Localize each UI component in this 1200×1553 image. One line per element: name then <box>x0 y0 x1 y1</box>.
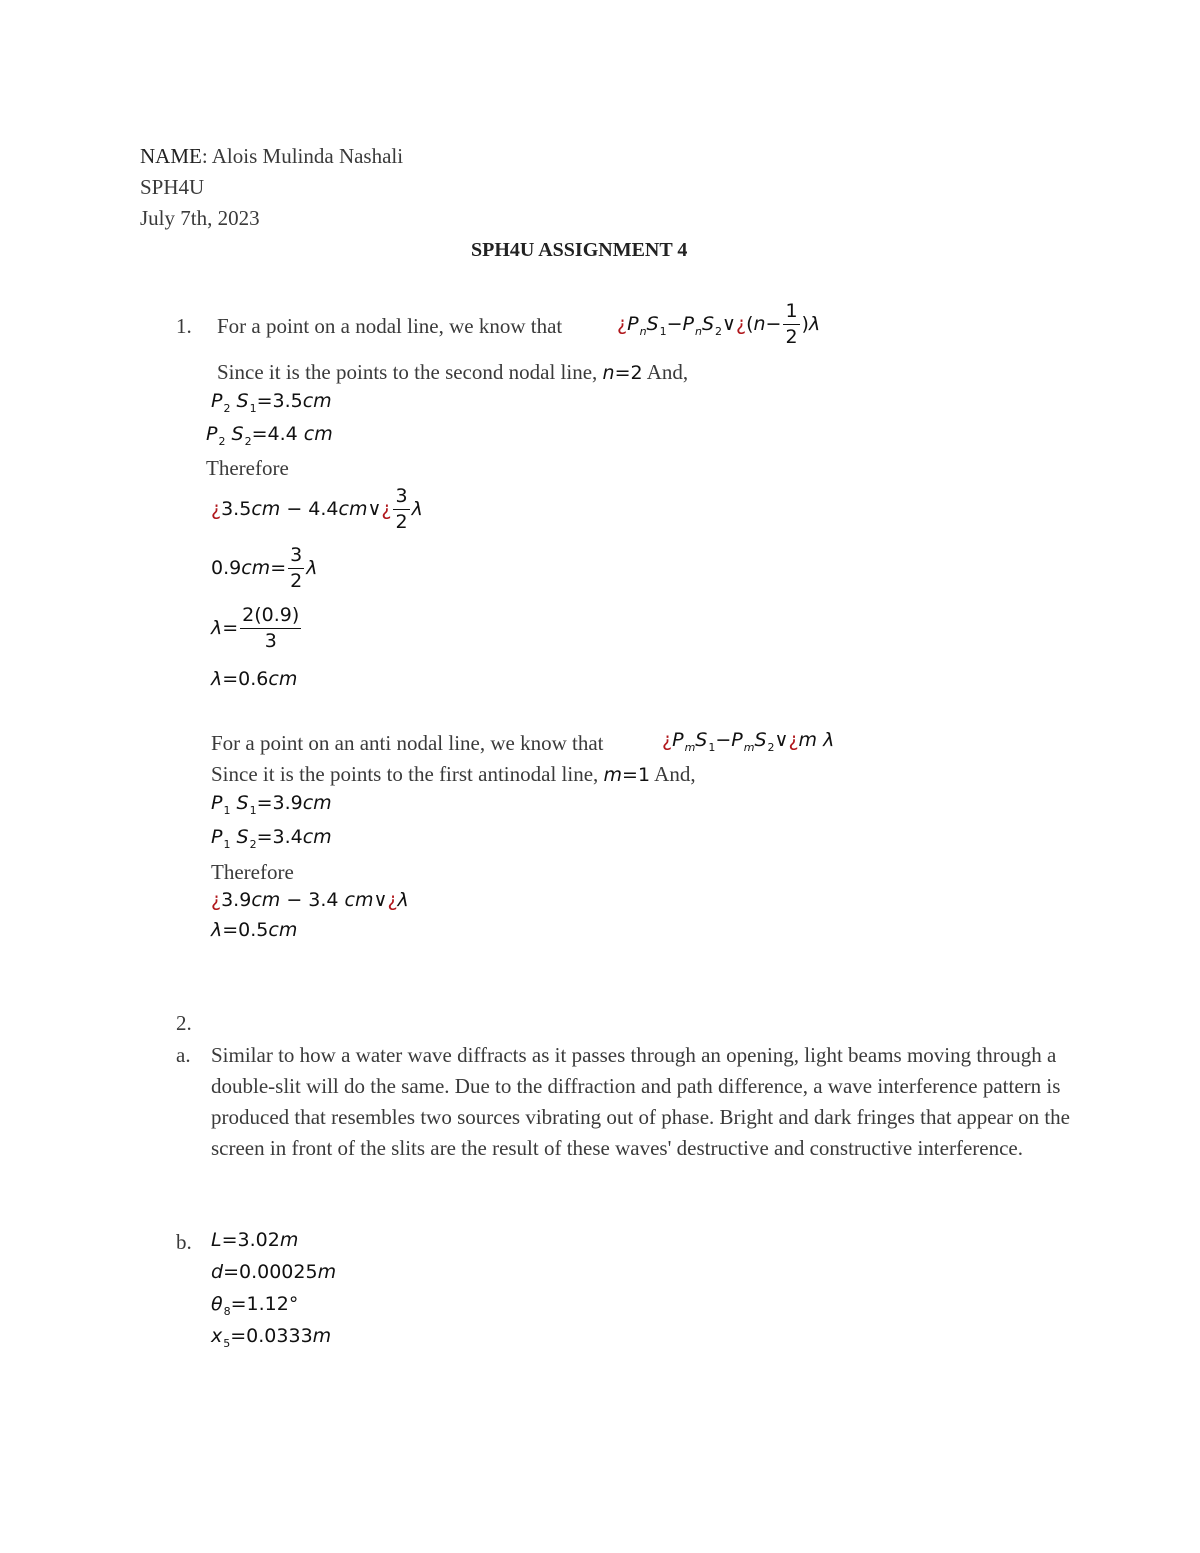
second-nodal-line: Since it is the points to the second nodal line, n=2 And, <box>217 360 689 384</box>
lambda-num: 2(0.9) <box>240 606 301 629</box>
diff2-a: 3.9 <box>221 889 252 911</box>
cm-unit: cm <box>302 792 332 814</box>
diff-a: 3.5 <box>221 498 252 520</box>
q2b-label: b. <box>176 1230 192 1254</box>
d-equation: d=0.00025m <box>211 1261 337 1283</box>
q1-number: 1. <box>176 314 192 338</box>
d-value: 0.00025 <box>238 1261 318 1283</box>
L-equation: L=3.02m <box>211 1229 299 1251</box>
antinodal-difference-equation: ¿3.9cm − 3.4 cm∨¿λ <box>211 889 409 911</box>
p1s2-equation: $P_1$ $S_2=3.4cm$ <box>211 826 332 851</box>
therefore-1: Therefore <box>206 456 289 480</box>
cm-unit: cm <box>268 668 298 690</box>
page-title: SPH4U ASSIGNMENT 4 <box>471 239 688 261</box>
first-antinodal-text: Since it is the points to the first antinodal line, <box>211 762 599 786</box>
m-unit: m <box>279 1229 299 1251</box>
q2-number: 2. <box>176 1011 192 1035</box>
course-code: SPH4U <box>140 175 205 199</box>
antinodal-equation: ¿$P_mS_1-P_mS_2\vee¿m$ λ <box>662 729 835 754</box>
name-value: : Alois Mulinda Nashali <box>201 144 404 168</box>
first-antinodal-line: Since it is the points to the first antinodal line, m=1 And, <box>211 762 696 786</box>
and-text: And, <box>654 762 696 786</box>
p2s2-equation: $P_2$ $S_2=4.4$ cm <box>206 423 333 448</box>
theta-value: 1.12° <box>246 1293 299 1315</box>
diff2-b: 3.4 <box>308 889 339 911</box>
m-unit: m <box>312 1325 332 1347</box>
p1s1-equation: $P_1$ $S_1=3.9cm$ <box>211 792 332 817</box>
name-line <box>140 144 403 169</box>
x-sub: 5 <box>223 1337 231 1350</box>
p2s1-equation: $P_2$ $S_1=3.5cm$ <box>211 390 332 415</box>
diff-b: 4.4 <box>308 498 339 520</box>
date: July 7th, 2023 <box>140 206 260 230</box>
p1s1-value: 3.9 <box>272 792 303 814</box>
x-equation: $x_5=0.0333m$ <box>211 1325 332 1350</box>
lambda2-result: 0.5 <box>238 919 269 941</box>
p1s2-value: 3.4 <box>272 826 303 848</box>
and-text: And, <box>646 360 689 384</box>
diff-result: 0.9 <box>211 557 242 579</box>
name-label: NAME <box>140 144 202 168</box>
theta-equation: $\theta_8=1.12^\circ$ <box>211 1293 299 1318</box>
lambda-result: 0.6 <box>238 668 269 690</box>
m-unit: m <box>317 1261 337 1283</box>
therefore-2: Therefore <box>211 860 294 884</box>
p2s2-value: 4.4 <box>267 423 298 445</box>
lambda2-result-equation: λ=0.5cm <box>211 919 298 941</box>
diff-result-equation: 0.9cm= $\frac{3}{2}$ λ <box>211 544 318 592</box>
cm-unit: cm <box>303 423 333 445</box>
x-value: 0.0333 <box>246 1325 313 1347</box>
cm-unit: cm <box>268 919 298 941</box>
lambda-fraction-equation: λ= $\frac{2(0.9)}{3}$ <box>211 604 300 652</box>
half-den: 2 <box>395 511 408 533</box>
lambda-den: 3 <box>264 630 277 652</box>
q2a-label: a. <box>176 1043 191 1067</box>
lambda-result-equation: λ=0.6cm <box>211 668 298 690</box>
nodal-equation: ¿$P_nS_1-P_nS_2\vee¿(n-$ $\frac{1}{2}$ )λ <box>617 300 821 348</box>
n-value: 2 <box>630 362 643 384</box>
half-num: 3 <box>288 546 304 569</box>
q1-intro: For a point on a nodal line, we know that <box>217 314 563 338</box>
m-value: 1 <box>637 764 651 786</box>
antinodal-intro: For a point on an anti nodal line, we know that <box>211 731 604 755</box>
cm-unit: cm <box>302 390 332 412</box>
path-difference-equation: ¿3.5cm − 4.4cm∨¿ $\frac{3}{2}$ λ <box>211 485 423 533</box>
p2s1-value: 3.5 <box>272 390 303 412</box>
cm-unit: cm <box>302 826 332 848</box>
L-value: 3.02 <box>237 1229 280 1251</box>
half-den: 2 <box>290 570 303 592</box>
half-num: 3 <box>393 487 409 510</box>
second-nodal-text: Since it is the points to the second nodal line, <box>217 360 598 384</box>
theta-sub: 8 <box>223 1305 231 1318</box>
q2a-paragraph: Similar to how a water wave diffracts as it passes through an opening, light beams moving through a double-slit will do the same. Due to the diffraction and path difference, a wave interference pattern is produced that resembles two sources vibrating out of phase. Bright and dark fringes that appear on the screen in front of the slits are the result of these waves' destructive and constructive interference. <box>211 1043 1071 1160</box>
